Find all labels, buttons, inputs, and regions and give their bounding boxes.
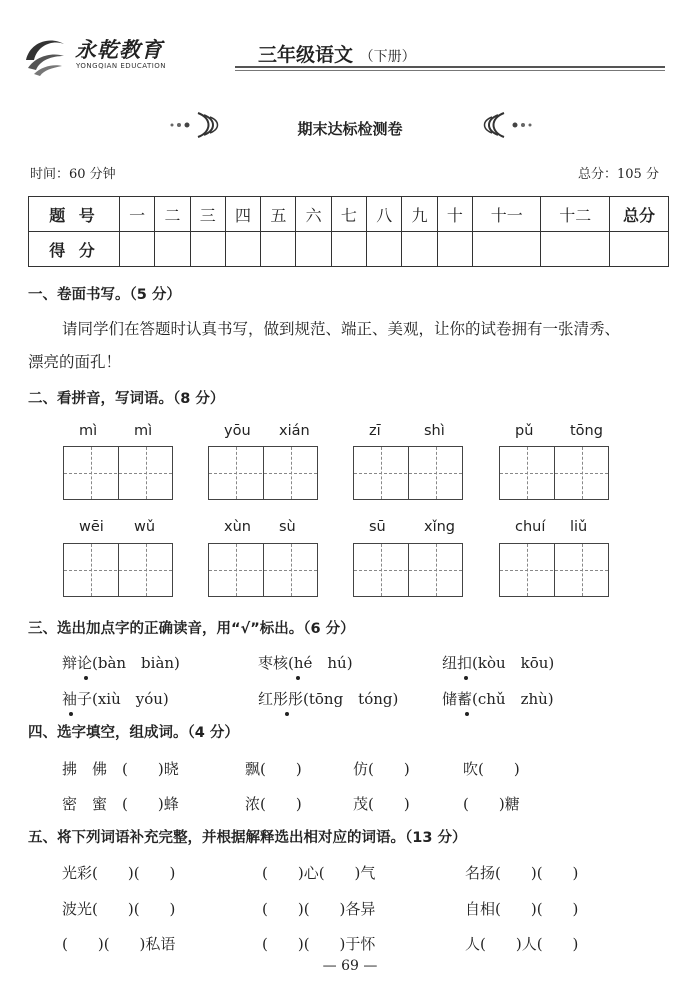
emphasis-dot <box>84 676 88 680</box>
grid-guide-line <box>527 544 528 596</box>
score-col: 十 <box>437 197 472 232</box>
score-cell[interactable] <box>472 232 540 267</box>
pinyin-syllable: chuí <box>515 519 546 535</box>
grid-guide-line <box>500 570 608 571</box>
grid-guide-line <box>146 544 147 596</box>
pinyin-syllable: mì <box>79 423 98 439</box>
reading-item[interactable]: 纽扣(kòu kōu) <box>442 654 555 672</box>
score-row-label: 题 号 <box>29 197 120 232</box>
grid-guide-line <box>291 544 292 596</box>
book-volume: （下册） <box>359 49 416 65</box>
pinyin-syllable: sū <box>369 519 386 535</box>
score-row-label: 得 分 <box>29 232 120 267</box>
grid-guide-line <box>236 447 237 499</box>
reading-item[interactable]: 辩论(bàn biàn) <box>62 654 180 672</box>
writing-grid[interactable] <box>208 446 318 500</box>
fill-item[interactable]: 仿( ) <box>353 760 410 778</box>
reading-item[interactable]: 红彤彤(tōng tóng) <box>258 690 399 708</box>
grid-guide-line <box>500 473 608 474</box>
score-cell[interactable] <box>541 232 610 267</box>
emphasis-dot <box>296 676 300 680</box>
emphasis-dot <box>285 712 289 716</box>
writing-grid[interactable] <box>208 543 318 597</box>
fill-item[interactable]: ( )糖 <box>463 795 520 813</box>
exam-title: 期末达标检测卷 <box>297 120 403 138</box>
page-number: — 69 — <box>322 958 378 974</box>
pinyin-syllable: wǔ <box>134 519 156 535</box>
section-3-title: 三、选出加点字的正确读音，用“√”标出。（6 分） <box>28 621 355 637</box>
grid-guide-line <box>209 570 317 571</box>
grid-guide-line <box>291 447 292 499</box>
idiom-item[interactable]: 光彩( )( ) <box>62 864 176 882</box>
score-cell[interactable] <box>155 232 190 267</box>
score-col: 十二 <box>541 197 610 232</box>
score-col: 十一 <box>472 197 540 232</box>
score-cell[interactable] <box>437 232 472 267</box>
grid-guide-line <box>209 473 317 474</box>
score-cell[interactable] <box>296 232 331 267</box>
score-table-score-row <box>29 232 669 267</box>
writing-grid[interactable] <box>499 446 609 500</box>
grid-guide-line <box>236 544 237 596</box>
fill-item[interactable]: 拂 佛 ( )晓 <box>62 760 179 778</box>
score-cell[interactable] <box>331 232 366 267</box>
fill-item[interactable]: 密 蜜 ( )蜂 <box>62 795 179 813</box>
brand-name-en: YONGQIAN EDUCATION <box>76 62 167 70</box>
score-col: 四 <box>225 197 260 232</box>
writing-grid[interactable] <box>63 543 173 597</box>
score-table <box>28 196 669 267</box>
idiom-item[interactable]: 波光( )( ) <box>62 900 176 918</box>
section-1-text-line2: 漂亮的面孔！ <box>28 353 122 371</box>
grid-guide-line <box>64 570 172 571</box>
score-col: 二 <box>155 197 190 232</box>
grid-guide-line <box>354 473 462 474</box>
grid-guide-line <box>354 570 462 571</box>
section-1-title: 一、卷面书写。（5 分） <box>28 287 181 303</box>
score-col: 八 <box>367 197 402 232</box>
writing-grid[interactable] <box>499 543 609 597</box>
score-total-cell[interactable] <box>610 232 669 267</box>
writing-grid[interactable] <box>353 543 463 597</box>
idiom-item[interactable]: ( )( )各异 <box>262 900 376 918</box>
emphasis-dot <box>464 676 468 680</box>
header-rule <box>235 66 665 68</box>
reading-item[interactable]: 储蓄(chǔ zhù) <box>442 690 554 708</box>
section-2-title: 二、看拼音，写词语。（8 分） <box>28 391 225 407</box>
exam-time: 时间：60 分钟 <box>30 167 116 182</box>
grid-guide-line <box>64 473 172 474</box>
grid-guide-line <box>436 447 437 499</box>
ornament-right-icon <box>478 110 534 140</box>
grid-guide-line <box>91 544 92 596</box>
section-4-title: 四、选字填空，组成词。（4 分） <box>28 725 239 741</box>
score-col: 九 <box>402 197 437 232</box>
idiom-item[interactable]: ( )( )私语 <box>62 935 176 953</box>
grid-guide-line <box>582 544 583 596</box>
pinyin-syllable: pǔ <box>515 423 534 439</box>
reading-item[interactable]: 枣核(hé hú) <box>258 654 353 672</box>
emphasis-dot <box>465 712 469 716</box>
grid-guide-line <box>381 544 382 596</box>
score-cell[interactable] <box>261 232 296 267</box>
emphasis-dot <box>69 712 73 716</box>
grid-guide-line <box>381 447 382 499</box>
pinyin-syllable: sù <box>279 519 296 535</box>
idiom-item[interactable]: ( )( )于怀 <box>262 935 376 953</box>
grid-guide-line <box>527 447 528 499</box>
pinyin-syllable: yōu <box>224 423 251 439</box>
score-table-header-row <box>29 197 669 232</box>
pinyin-syllable: xǐng <box>424 519 456 535</box>
section-5-title: 五、将下列词语补充完整，并根据解释选出相对应的词语。（13 分） <box>28 830 467 846</box>
pinyin-syllable: mì <box>134 423 153 439</box>
writing-grid[interactable] <box>63 446 173 500</box>
score-cell[interactable] <box>367 232 402 267</box>
pinyin-syllable: zī <box>369 423 381 439</box>
grid-guide-line <box>436 544 437 596</box>
idiom-item[interactable]: 人( )人( ) <box>465 935 579 953</box>
fill-item[interactable]: 茂( ) <box>353 795 410 813</box>
grid-guide-line <box>91 447 92 499</box>
pinyin-syllable: xián <box>279 423 310 439</box>
fill-item[interactable]: 吹( ) <box>463 760 520 778</box>
fill-item[interactable]: 浓( ) <box>245 795 302 813</box>
score-col: 一 <box>120 197 155 232</box>
pinyin-syllable: liǔ <box>570 519 588 535</box>
grid-guide-line <box>582 447 583 499</box>
pinyin-syllable: tōng <box>570 423 603 439</box>
brand-name-cn: 永乾教育 <box>75 37 163 62</box>
score-col: 三 <box>190 197 225 232</box>
score-cell[interactable] <box>120 232 155 267</box>
writing-grid[interactable] <box>353 446 463 500</box>
grid-guide-line <box>146 447 147 499</box>
pinyin-syllable: xùn <box>224 519 251 535</box>
score-cell[interactable] <box>225 232 260 267</box>
section-1-text-line1: 请同学们在答题时认真书写，做到规范、端正、美观，让你的试卷拥有一张清秀、 <box>62 320 621 338</box>
score-cell[interactable] <box>402 232 437 267</box>
pinyin-syllable: wēi <box>79 519 104 535</box>
brand-logo-mark <box>20 30 68 78</box>
exam-total-score: 总分：105 分 <box>578 167 659 182</box>
reading-item[interactable]: 袖子(xiù yóu) <box>62 690 169 708</box>
score-col: 七 <box>331 197 366 232</box>
pinyin-syllable: shì <box>424 423 445 439</box>
score-total-header: 总分 <box>610 197 669 232</box>
book-title-text: 三年级语文 <box>258 44 354 66</box>
idiom-item[interactable]: 名扬( )( ) <box>465 864 579 882</box>
idiom-item[interactable]: 自相( )( ) <box>465 900 579 918</box>
idiom-item[interactable]: ( )心( )气 <box>262 864 376 882</box>
book-title <box>258 40 416 67</box>
score-cell[interactable] <box>190 232 225 267</box>
header-rule-thin <box>235 70 665 71</box>
fill-item[interactable]: 飘( ) <box>245 760 302 778</box>
score-col: 五 <box>261 197 296 232</box>
score-col: 六 <box>296 197 331 232</box>
